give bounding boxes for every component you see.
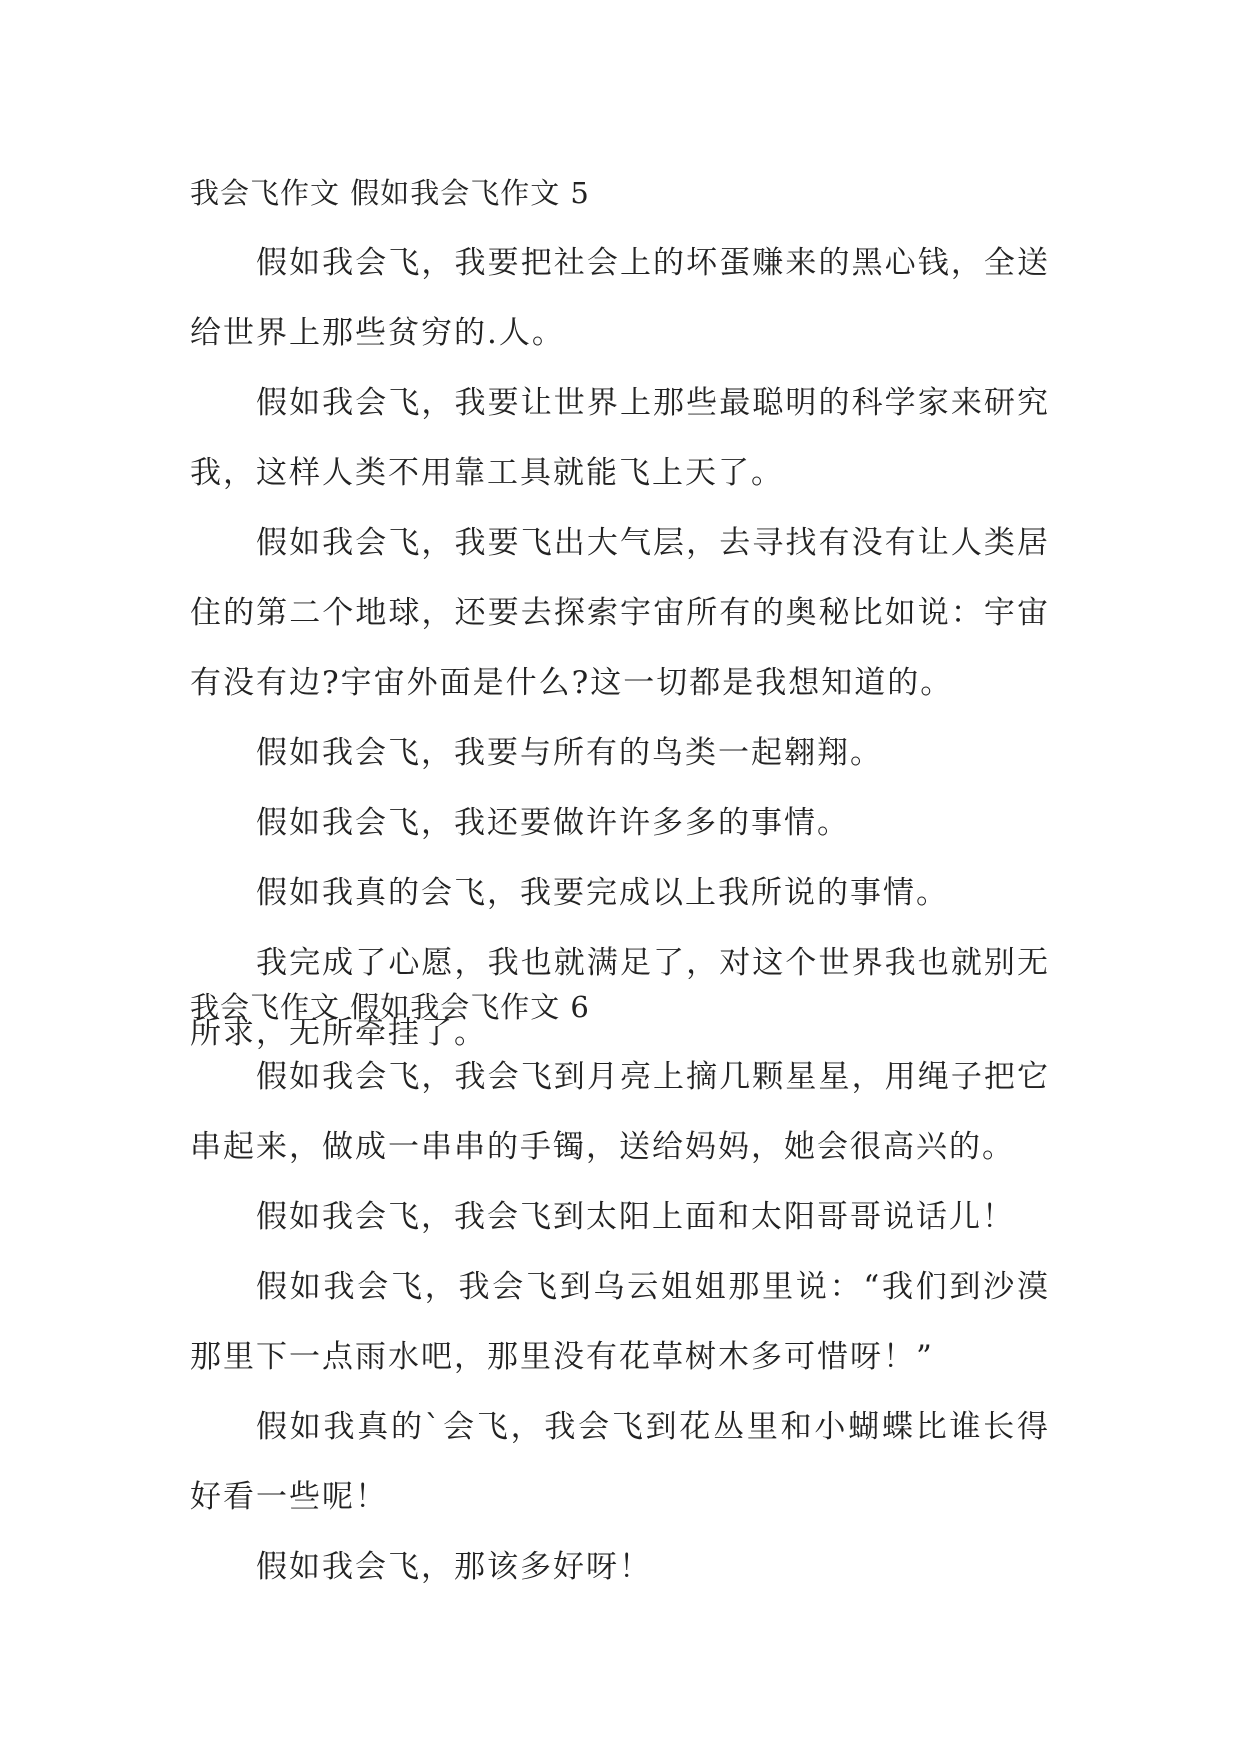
paragraph: 假如我会飞，我要飞出大气层，去寻找有没有让人类居住的第二个地球，还要去探索宇宙所有的奥秘比如说：宇宙有没有边?宇宙外面是什么?这一切都是我想知道的。 [190,525,1050,701]
section-heading: 我会飞作文 假如我会飞作文 6 [190,990,590,1024]
essay-section-5 [190,158,1050,1068]
paragraph: 假如我会飞，我会飞到月亮上摘几颗星星，用绳子把它串起来，做成一串串的手镯，送给妈妈，她会很高兴的。 [190,1059,1050,1165]
essay-section-6 [190,972,1050,1602]
paragraph: 我完成了心愿，我也就满足了，对这个世界我也就别无所求，无所牵挂了。 [190,945,1050,1051]
section-heading: 我会飞作文 假如我会飞作文 5 [190,176,590,210]
paragraph: 假如我会飞，我会飞到乌云姐姐那里说：“我们到沙漠那里下一点雨水吧，那里没有花草树木多可惜呀！” [190,1269,1050,1375]
paragraph: 假如我会飞，我会飞到太阳上面和太阳哥哥说话儿！ [256,1199,1015,1235]
paragraph: 假如我会飞，我要让世界上那些最聪明的科学家来研究我，这样人类不用靠工具就能飞上天了。 [190,385,1050,491]
paragraph: 假如我会飞，我要与所有的鸟类一起翱翔。 [256,735,883,771]
paragraph: 假如我会飞，那该多好呀！ [256,1549,652,1585]
paragraph: 假如我真的`会飞，我会飞到花丛里和小蝴蝶比谁长得好看一些呢！ [190,1409,1050,1515]
paragraph: 假如我真的会飞，我要完成以上我所说的事情。 [256,875,949,911]
paragraph: 假如我会飞，我还要做许许多多的事情。 [256,805,850,841]
paragraph: 假如我会飞，我要把社会上的坏蛋赚来的黑心钱，全送给世界上那些贫穷的.人。 [190,245,1050,351]
